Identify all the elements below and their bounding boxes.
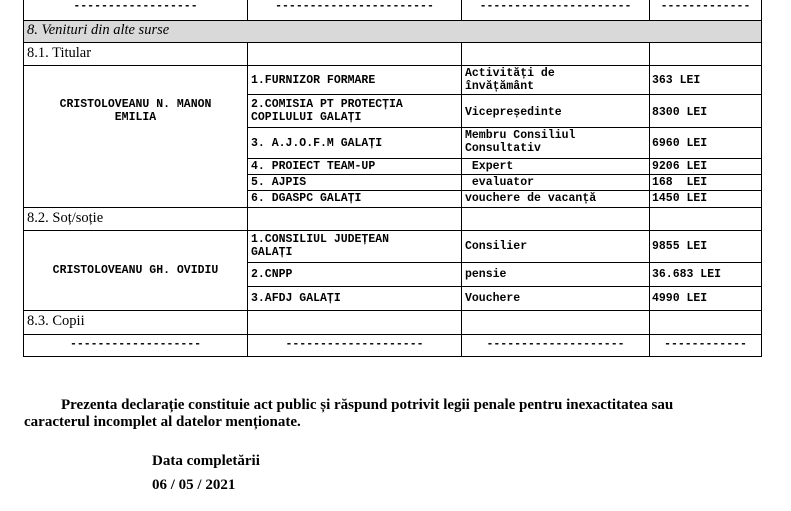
titular-label: 8.1. Titular (27, 45, 92, 61)
titular-row-3-amount: 6960 LEI (652, 137, 708, 150)
date-value: 06 / 05 / 2021 (152, 477, 236, 493)
titular-row-1-source: 1.FURNIZOR FORMARE (251, 74, 376, 87)
titular-row-3-service-line1: Membru Consiliul (465, 129, 576, 142)
spouse-row-1-amount: 9855 LEI (652, 240, 708, 253)
spouse-row-3-source: 3.AFDJ GALAȚI (251, 292, 341, 305)
titular-row-5-service: evaluator (465, 176, 535, 189)
titular-name-line1: CRISTOLOVEANU N. MANON (59, 98, 212, 111)
titular-row-1-service-line2: învățământ (465, 80, 535, 93)
titular-row-6-source: 6. DGASPC GALAȚI (251, 192, 362, 205)
titular-row-3-service (465, 129, 575, 155)
row-line (23, 207, 762, 208)
spouse-row-2-service: pensie (465, 268, 507, 281)
subrow-line (247, 127, 762, 128)
row-line (23, 20, 762, 21)
row-line (23, 334, 762, 335)
titular-row-1-amount: 363 LEI (652, 74, 701, 87)
titular-row-6-service: vouchere de vacanță (465, 192, 597, 205)
subrow-line (247, 158, 762, 159)
titular-row-2-source-line1: 2.COMISIA PT PROTECȚIA (251, 98, 403, 111)
top-dashes-col4: ------------- (660, 0, 751, 13)
subrow-line (247, 190, 762, 191)
spouse-row-1-source (251, 233, 389, 259)
spouse-row-3-amount: 4990 LEI (652, 292, 708, 305)
children-label: 8.3. Copii (27, 313, 85, 329)
table-border-left (23, 0, 24, 357)
section-title: 8. Venituri din alte surse (27, 22, 170, 38)
children-dashes-col4: ------------ (664, 338, 747, 351)
titular-name (24, 98, 247, 126)
spouse-row-2-source: 2.CNPP (251, 268, 293, 281)
titular-row-4-source: 4. PROIECT TEAM-UP (251, 160, 376, 173)
spouse-name: CRISTOLOVEANU GH. OVIDIU (52, 264, 219, 277)
titular-row-3-source: 3. A.J.O.F.M GALAȚI (251, 137, 383, 150)
children-dashes-col3: -------------------- (486, 338, 625, 351)
row-line (23, 230, 762, 231)
subrow-line (247, 94, 762, 95)
titular-name-line2: EMILIA (114, 111, 157, 124)
subrow-line (247, 174, 762, 175)
row-line (23, 356, 762, 357)
titular-row-2-amount: 8300 LEI (652, 106, 708, 119)
spouse-row-1-source-line2: GALAȚI (251, 246, 293, 259)
spouse-row-2-amount: 36.683 LEI (652, 268, 722, 281)
titular-row-4-amount: 9206 LEI (652, 160, 708, 173)
titular-row-1-service-line1: Activități de (465, 67, 555, 80)
titular-row-1-service (465, 67, 555, 93)
titular-row-2-source (251, 98, 403, 124)
subrow-line (247, 286, 762, 287)
spouse-row-1-source-line1: 1.CONSILIUL JUDEȚEAN (251, 233, 390, 246)
titular-row-2-service: Vicepreședinte (465, 106, 562, 119)
declaration-line1: Prezenta declarație constituie act public și răspund potrivit legii penale pentru inexactitatea sau (61, 397, 674, 413)
date-label: Data completării (152, 453, 260, 469)
declaration-line2: caracterul incomplet al datelor menționate. (24, 414, 301, 430)
subrow-line (247, 262, 762, 263)
spouse-label: 8.2. Soț/soție (27, 210, 104, 226)
children-dashes-col1: ------------------- (69, 338, 202, 351)
titular-row-5-source: 5. AJPIS (251, 176, 307, 189)
titular-row-5-amount: 168 LEI (652, 176, 708, 189)
top-dashes-col3: ---------------------- (479, 0, 632, 13)
row-line (23, 310, 762, 311)
top-dashes-col2: ----------------------- (275, 0, 434, 13)
titular-row-2-source-line2: COPILULUI GALAȚI (251, 111, 362, 124)
titular-row-3-service-line2: Consultativ (465, 142, 541, 155)
children-dashes-col2: -------------------- (285, 338, 424, 351)
row-line (23, 65, 762, 66)
top-dashes-col1: ------------------ (73, 0, 198, 13)
spouse-row-1-service: Consilier (465, 240, 528, 253)
row-line (23, 42, 762, 43)
titular-row-6-amount: 1450 LEI (652, 192, 708, 205)
table-border-right (761, 0, 762, 357)
spouse-row-3-service: Vouchere (465, 292, 521, 305)
titular-row-4-service: Expert (465, 160, 514, 173)
